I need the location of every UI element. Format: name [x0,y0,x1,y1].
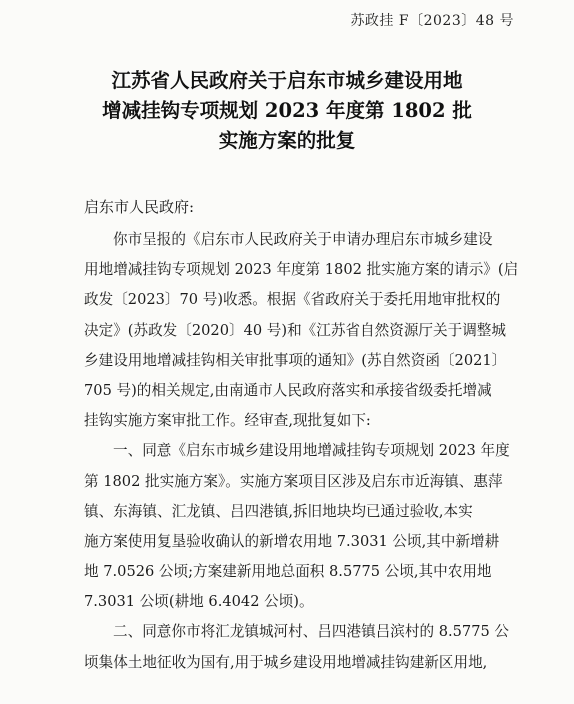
body-line: 镇、东海镇、汇龙镇、吕四港镇,拆旧地块均已通过验收,本实 [84,502,473,520]
body-line: 政发〔2023〕70 号)收悉。根据《省政府关于委托用地审批权的 [84,291,501,309]
title-line-2: 增减挂钩专项规划 2023 年度第 1802 批 [102,99,472,122]
body-line: 你市呈报的《启东市人民政府关于申请办理启东市城乡建设 [113,231,493,248]
body-line: 地 7.0526 公顷;方案建新用地总面积 8.5775 公顷,其中农用地 [84,563,492,581]
body-line: 第 1802 批实施方案》。实施方案项目区涉及启东市近海镇、惠萍 [84,472,503,490]
document-number: 苏政挂 F〔2023〕48 号 [350,13,514,29]
document-title [0,66,574,156]
body-line: 顷集体土地征收为国有,用于城乡建设用地增减挂钩建新区用地, [84,653,488,671]
body-line: 二、同意你市将汇龙镇城河村、吕四港镇吕滨村的 8.5775 公 [113,623,510,641]
title-line-3: 实施方案的批复 [218,129,356,152]
title-line-1: 江苏省人民政府关于启东市城乡建设用地 [111,69,463,92]
body-line: 挂钩实施方案审批工作。经审查,现批复如下: [84,412,371,430]
addressee: 启东市人民政府: [84,198,195,216]
document-body [84,225,519,678]
body-line: 一、同意《启东市城乡建设用地增减挂钩专项规划 2023 年度 [113,442,510,460]
body-line: 决定》(苏政发〔2020〕40 号)和《江苏省自然资源厅关于调整城 [84,321,506,339]
body-line: 施方案使用复垦验收确认的新增农用地 7.3031 公顷,其中新增耕 [84,532,500,550]
body-line: 705 号)的相关规定,由南通市人民政府落实和承接省级委托增减 [84,381,492,399]
body-line: 乡建设用地增减挂钩相关审批事项的通知》(苏自然资函〔2021〕 [84,351,507,369]
body-line: 用地增减挂钩专项规划 2023 年度第 1802 批实施方案的请示》(启 [84,261,519,279]
body-line: 7.3031 公顷(耕地 6.4042 公顷)。 [84,593,314,611]
